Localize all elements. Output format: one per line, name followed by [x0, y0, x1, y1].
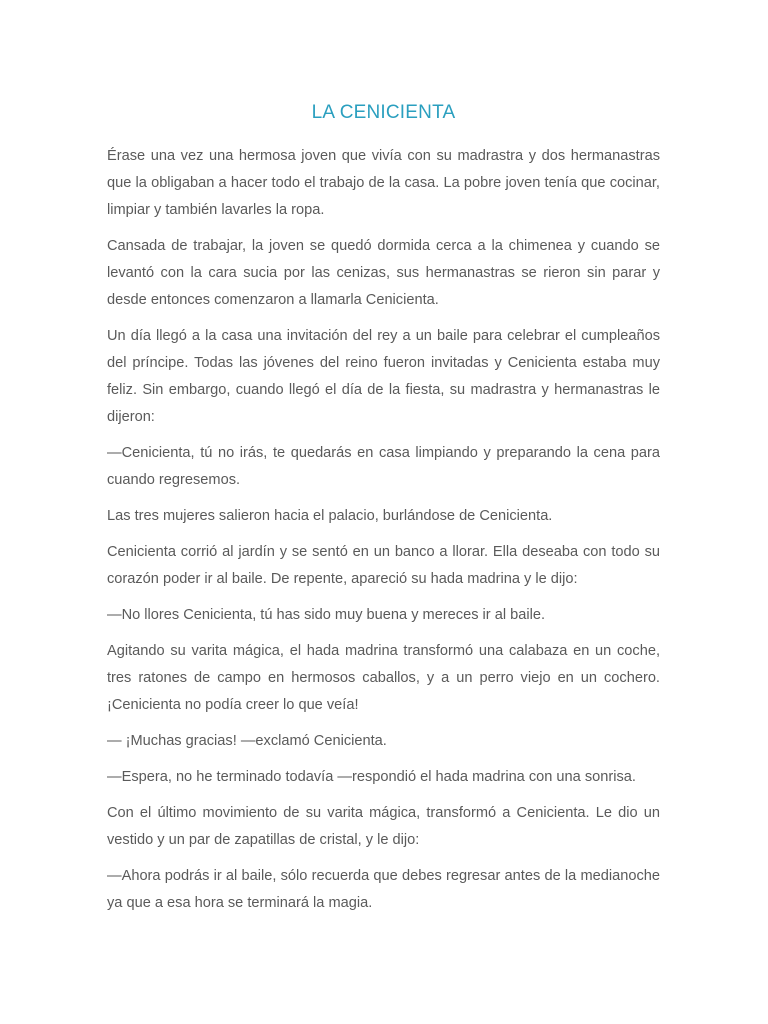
paragraph-8: Agitando su varita mágica, el hada madrina transformó una calabaza en un coche, tres ratones de campo en hermosos caballos, y a un perro viejo en un cochero. ¡Cenicienta no podía creer lo que veía!	[107, 643, 660, 713]
document-title: LA CENICIENTA	[311, 102, 456, 123]
paragraph-1: Érase una vez una hermosa joven que vivía con su madrastra y dos hermanastras que la obligaban a hacer todo el trabajo de la casa. La pobre joven tenía que cocinar, limpiar y también lavarles la ropa.	[107, 148, 660, 218]
paragraph-12: —Ahora podrás ir al baile, sólo recuerda que debes regresar antes de la medianoche ya que a esa hora se terminará la magia.	[107, 868, 660, 911]
paragraph-9: — ¡Muchas gracias! —exclamó Cenicienta.	[107, 733, 387, 749]
document-page	[107, 100, 660, 926]
paragraph-11: Con el último movimiento de su varita mágica, transformó a Cenicienta. Le dio un vestido y un par de zapatillas de cristal, y le dijo:	[107, 805, 660, 848]
paragraph-3: Un día llegó a la casa una invitación del rey a un baile para celebrar el cumpleaños del príncipe. Todas las jóvenes del reino fueron invitadas y Cenicienta estaba muy feliz. Sin embargo, cuando llegó el día de la fiesta, su madrastra y hermanastras le dijeron:	[107, 328, 660, 425]
paragraph-4: —Cenicienta, tú no irás, te quedarás en casa limpiando y preparando la cena para cuando regresemos.	[107, 445, 660, 488]
paragraph-7: —No llores Cenicienta, tú has sido muy buena y mereces ir al baile.	[107, 607, 546, 623]
paragraph-10: —Espera, no he terminado todavía —respondió el hada madrina con una sonrisa.	[107, 769, 636, 785]
paragraph-6: Cenicienta corrió al jardín y se sentó en un banco a llorar. Ella deseaba con todo su corazón poder ir al baile. De repente, apareció su hada madrina y le dijo:	[107, 544, 660, 587]
paragraph-2: Cansada de trabajar, la joven se quedó dormida cerca a la chimenea y cuando se levantó con la cara sucia por las cenizas, sus hermanastras se rieron sin parar y desde entonces comenzaron a llamarla Cenicienta.	[107, 238, 660, 308]
paragraph-5: Las tres mujeres salieron hacia el palacio, burlándose de Cenicienta.	[107, 508, 553, 524]
